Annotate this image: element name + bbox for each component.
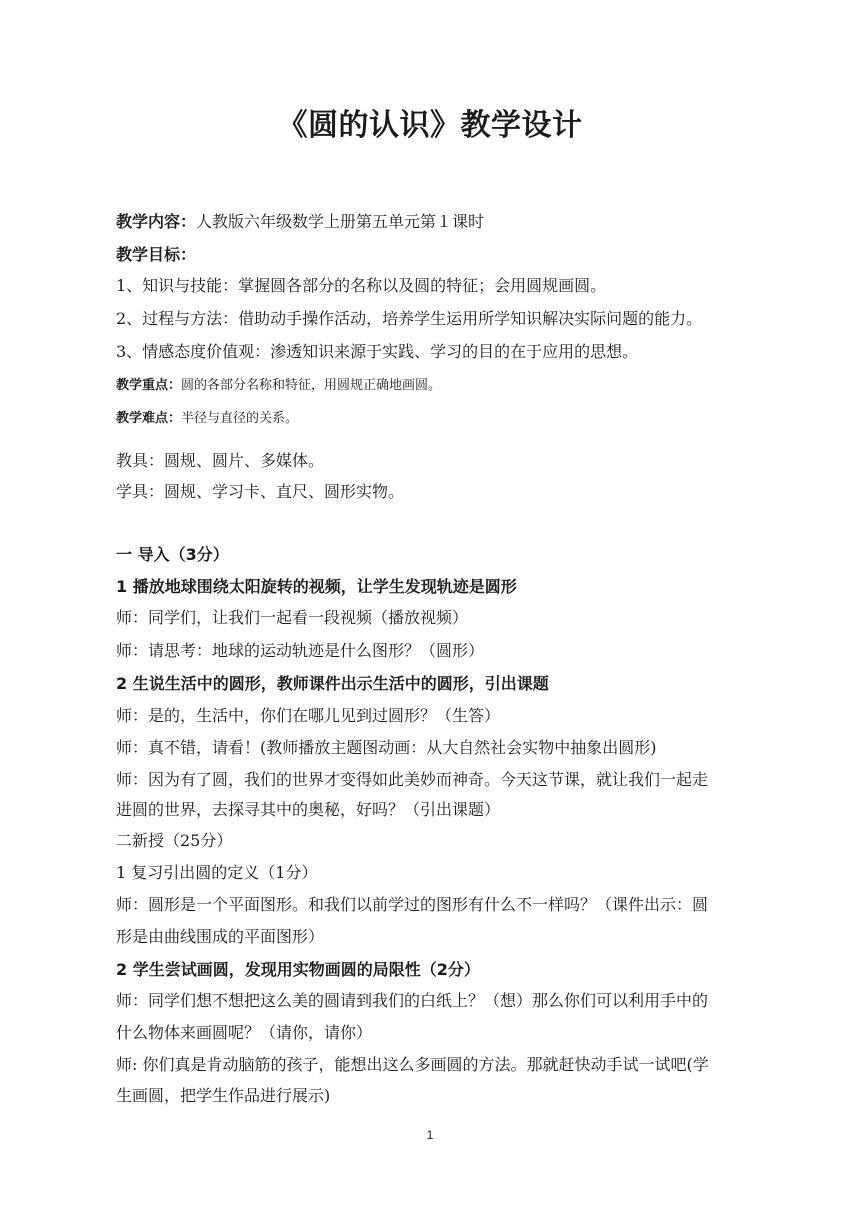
- dialogue-line: 师：圆形是一个平面图形。和我们以前学过的图形有什么不一样吗？（课件出示：圆: [116, 895, 709, 914]
- step-heading: 2 生说生活中的圆形，教师课件出示生活中的圆形，引出课题: [116, 674, 549, 693]
- objective-item: 1、知识与技能：掌握圆各部分的名称以及圆的特征；会用圆规画圆。: [116, 276, 607, 295]
- step-heading: 2 学生尝试画圆，发现用实物画圆的局限性（2分）: [116, 960, 480, 979]
- content-text: 人教版六年级数学上册第五单元第１课时: [196, 212, 485, 231]
- objectives-label: 教学目标：: [116, 245, 197, 264]
- dialogue-line: 师：真不错，请看！(教师播放主题图动画：从大自然社会实物中抽象出圆形): [116, 738, 657, 757]
- objective-item: 2、过程与方法：借助动手操作活动，培养学生运用所学知识解决实际问题的能力。: [116, 309, 703, 328]
- dialogue-line: 师：请思考：地球的运动轨迹是什么图形？（圆形）: [116, 641, 485, 660]
- teaching-aids: 教具：圆规、圆片、多媒体。: [116, 451, 325, 470]
- difficulty-label: 教学难点：: [116, 411, 182, 426]
- content-line: [116, 212, 756, 232]
- key-point-text: 圆的各部分名称和特征，用圆规正确地画圆。: [181, 378, 442, 393]
- difficulty-text: 半径与直径的关系。: [181, 411, 299, 426]
- dialogue-line: 师：是的，生活中，你们在哪儿见到过圆形？（生答）: [116, 706, 501, 725]
- dialogue-line: 进圆的世界，去探寻其中的奥秘，好吗？（引出课题）: [116, 800, 501, 819]
- key-point-label: 教学重点：: [116, 378, 182, 393]
- section-heading: 一 导入（3分）: [116, 545, 229, 564]
- difficulty-line: [116, 409, 756, 429]
- dialogue-line: 生画圆，把学生作品进行展示): [116, 1086, 331, 1105]
- dialogue-line: 师: 你们真是肯动脑筋的孩子，能想出这么多画圆的方法。那就赶快动手试一试吧(学: [116, 1055, 709, 1074]
- dialogue-line: 师：因为有了圆，我们的世界才变得如此美妙而神奇。今天这节课，就让我们一起走: [116, 770, 709, 789]
- page-number: 1: [426, 1128, 434, 1142]
- content-label: 教学内容：: [116, 212, 197, 231]
- step-heading: 1 播放地球围绕太阳旋转的视频，让学生发现轨迹是圆形: [116, 577, 517, 596]
- dialogue-line: 什么物体来画圆呢？（请你，请你）: [116, 1023, 373, 1042]
- dialogue-line: 师：同学们想不想把这么美的圆请到我们的白纸上？（想）那么你们可以利用手中的: [116, 991, 709, 1010]
- section-heading: 二新授（25分）: [116, 831, 233, 850]
- learning-aids: 学具：圆规、学习卡、直尺、圆形实物。: [116, 482, 405, 501]
- key-point-line: [116, 376, 756, 396]
- objective-item: 3、情感态度价值观：渗透知识来源于实践、学习的目的在于应用的思想。: [116, 342, 639, 361]
- dialogue-line: 形是由曲线围成的平面图形）: [116, 927, 325, 946]
- dialogue-line: 师：同学们，让我们一起看一段视频（播放视频）: [116, 608, 469, 627]
- document-title: 《圆的认识》教学设计: [277, 108, 583, 143]
- step-heading: 1 复习引出圆的定义（1分）: [116, 863, 318, 882]
